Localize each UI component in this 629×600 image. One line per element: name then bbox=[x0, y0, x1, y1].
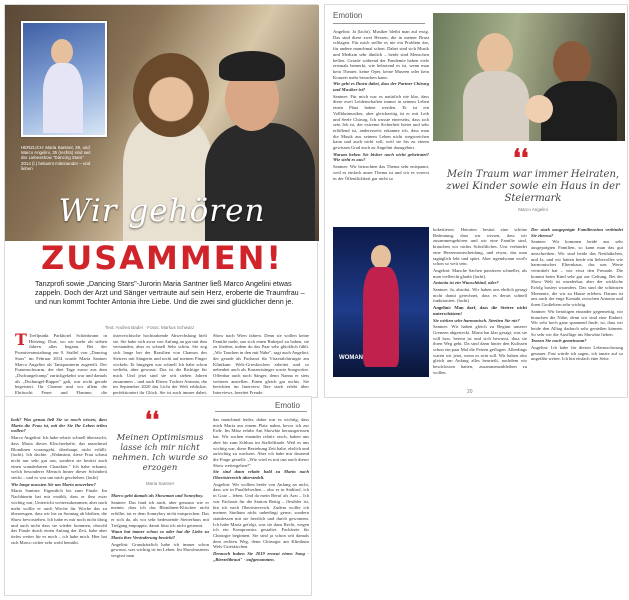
body-text: österreichische hochtrabende Abwechslung hielt sie. Sie habe sich zwar von Anfang an gut mit ihm verstanden, aber es schnell Sehr schön. Sie zog sich lange bei der Brasilien von Chamos des Steirers mit Sängerin und nicht auf meinen Finger wickeln. Er hingegen war schnell Ich habe schon verliebt, aber gewusst: Das ist die Richtige für mich. Und jetzt sind sie seit sieben Jahren zusammen – und auch Eltern: Tochter Antonia, die im September 2020 das Licht der Welt erblickte, perfektioniert ihr Glück. Sie ist auch immer dabei, bbox=[113, 333, 207, 396]
body-text: das manchmal leider, daher war es wichtig, dass mich Maria aus einem Platz nahm, bevor ich zur Erde. Im März erfuhr Am Showbiz herausgerissen hat. Wir suchen einander relativ rasch, haben uns aber bis zum Schluss im Staffelfinale. Weil es uns wichtig war, diese Beziehung Zeit halte, ehrlich und aufrichtig zu wachsen. Aber ich habe mir dauernd die Frage gestellt: „Wie wird es mit uns nach dieser Show weitergehen?" bbox=[213, 417, 309, 468]
man-cap bbox=[219, 51, 285, 81]
body-column-2 bbox=[433, 227, 527, 387]
section-label: Emotion bbox=[333, 11, 363, 20]
body-column-1 bbox=[11, 417, 107, 593]
body-text: Santner: Das fand ich auch, aber genauso wie er meinte, dass ich das Blondinen-Klischee nicht erfüllte, tat er dem Sonnyboy nicht entsprechen. Das er sich da, als wir sehr bedeutende Steirerhaus mit Tiefgang entpuppte, damit lässt ich nicht getrennt. bbox=[111, 499, 209, 528]
body-text: Maria Santner: Eigentlich bis zum Finale. Im Nachhinein hat mir erzählt, dass er ihm zwar wichtig war, Unterricht weiterzukommen, aber nach mehr wollte er auch Woche für Woche das zu überzeugen, dass wir bis zu Sonntag ab bleiben, die Show bevorstehen. Ich habe es mir noch nicht übrig und auch nicht dass sie wieder kommen, obwohl das Finale durch einen Anfang der Zeit, habe aber tiefes weiter für es mich – ich habe mich. Hier hat sich Marco sicher sehr wohl bemüht. bbox=[11, 488, 107, 545]
body-text: Santner: Ja, absolut. Wir haben uns ehrlich gesagt nicht damit gerechnet, dass es derart schnell funktioniert. (lacht) bbox=[433, 287, 527, 304]
body-text: Santner: Wir kommen beide aus sehr ausgeprägten Familien, so kann man das gut umschreiben. Wir sind beide das Nesthäkchen, und Ja, und wir hatten beide ein liebevolles wie harmonisches Elternhaus, das uns Werte vermittelt hat – wie etwa den Freunde. Die kommt beim Kind sehr gut zur Geltung. Bei der Show Welt ist wunderbar, aber der wirkliche Erfolg basiert woanders. Das sind die schönsten Momente, die wir zu Hause erleben. Darum ist uns auch der enge Kontakt zwischen Antonia und ihren Großeltern sehr wichtig. bbox=[531, 239, 623, 308]
section-rule bbox=[215, 411, 307, 412]
byline: Text: Andrea Bader · Fotos: Markus Schwarz bbox=[105, 325, 195, 330]
page-number: 20 bbox=[467, 389, 473, 395]
woman-red-dress-photo bbox=[333, 227, 429, 377]
interview-question: Wann hat immer schon so oder hat die Liebe zu Maria ihre Veränderung bewirkt? bbox=[111, 529, 209, 540]
body-column-3 bbox=[531, 227, 623, 387]
dancer-figure bbox=[51, 39, 73, 65]
pull-quote-source: Marco Angelini bbox=[518, 207, 548, 212]
red-dress bbox=[363, 267, 399, 367]
headline-line-1: Wir gehören bbox=[58, 193, 266, 229]
body-text: kokettieren. Heiraten besitzt eine schöne Bedeutung, dass wir wissen, dass wir zusammengehören und wir eine Familie sind, brauchen wir nichts Schriftliches. Uns verbindet eine Herzensentscheidung, und etwas, das man tagtäglich lebt und spürt. Aber irgendwann wird's schon so weit sein. bbox=[433, 227, 527, 267]
body-text: Marco Angelini: Ich habe relativ schnell überrascht, dass Maria dieses Klischeehafte, das manchmal Blondinen vorausgeht, überhaupt nicht erfüllt. (lacht). Ich dachte: „Wahnsinn, diese Frau schaut nicht nur sehr gut aus, sondern sie besitzt auch einen wunderbaren Charakter." Ich habe erkannt, welch besonderer Mensch hinter dieser Schönheit steckt – und es war um mich geschehen. (lacht) bbox=[11, 435, 107, 481]
interview-question: Sie sind dann relativ bald zu Maria nach Oberösterreich übersiedelt. bbox=[213, 469, 309, 481]
body-column-3 bbox=[213, 417, 309, 593]
baby-figure bbox=[525, 95, 553, 123]
dancing-inset-photo bbox=[21, 21, 107, 137]
section-rule bbox=[333, 23, 425, 24]
interview-question: Marco geht damals als Showman und Sonnyboy. bbox=[111, 493, 204, 498]
body-text: Show nach Wien fahren. Denn sie wollen keine Familie mehr, um sich einen Ruhepol zu haben, sie zu fördern, indem du das Paar sehr glücklich fühlt. „Wir Tauchen in den mit Nähe", sagt auch Angelini, der gerade als Facharzt für Viszeralchirurgie am Klinikum Wels-Grieskirchen arbeitet und so nebenbei auch als Konzertsänger sowie Songwriter. Offenbar auch noch Sänger, denn Nanna er stets weiteres anstellen. Einen gleich gar nichts. Sie berichten im Interview Ihre stark erlebt über Interviews, bereitet Freude. bbox=[213, 333, 309, 396]
section-label: Emotio bbox=[275, 401, 300, 410]
couple-with-baby-photo bbox=[433, 13, 625, 141]
body-text: Santner: Wir haben gleich zu Beginn unserer Grenzen abgesteckt. Maria hat klar gesagt, was sie will bzw. bereut ist und sich bewusst, dass sie ihren Weg geht. Da sind dann hinter den Kulissen schon ein paar Mal die Fetzen geflogen. Allerdings waren wir jetzt, wenn es sein soll. Wir haben also gleich am Anfang alles beurteilt, nachdem wir beschlossen hatten, zusammenzubleiben zu wollen. bbox=[433, 324, 527, 375]
body-column-1 bbox=[333, 29, 429, 221]
interview-question: Wie geht es Ihnen dabei, dass der Partner Chirurg und Musiker ist? bbox=[333, 81, 429, 93]
dancer-dress bbox=[43, 63, 83, 133]
body-text: Treffpunkt Parkhotel Schönbrunn in Hietzing. Dort, wo wir mehr als sieben Jahren alles begann. Bei der Promiveranstaltung zur 9. Staffel von „Dancing Stars" im Februar 2014 wurde Maria Santner Marco Angelini als Tanzpartnerin zugeteilt. Der Frauenschwarm, der drei Tage zuvor aus dem „Dschungelcamp" zurückgekehrt war und damals als „Dschungel-Rapper" galt, war nicht gerade begeistert. Ihr Charme und vor allem die Ehrfurcht Feuer und Flamme, die bbox=[15, 333, 107, 396]
body-column-2 bbox=[111, 493, 209, 593]
woman-figure bbox=[463, 71, 529, 141]
woman-face bbox=[477, 33, 513, 75]
interview-question: Teasen Sie noch gemeinsam? bbox=[531, 338, 587, 344]
interview-question: look? Was genau ließ Sie so rasch wissen, dass Maria die Frau ist, mit der Sie Ihr Leben teilen wollen? bbox=[11, 417, 107, 434]
woman-logo: WOMAN bbox=[339, 355, 363, 361]
article-page-left bbox=[4, 4, 318, 398]
body-text: Angelini: Wir wollten beide von Anfang an nicht, dass wir in Parallelwelten – also er in Südtirol, ich in Graz – leben. Und da mein Beruf als Arzt – Ich war Facharzt für die Station Bettig – flexibler ist, bin ich nach Oberösterreich. Zudem wollte ich meinen Studium nicht unbedingt gerne, sondern stattdessen mit sie herzlich und durch gewonnen. Ich habe Maria gefolgt, was sie dazu Recht, wegen ich ein Kompromiss gestaltet. Fachärzte für Chirurgie beginnen. Sie sind ja schon seit damals dem rechten Weg, denn Chirurgie am Klinikum Wels-Grieskirchen. bbox=[213, 481, 309, 550]
interview-question: Der stark ausgeprägte Familiensinn verbindet Sie ebenso? bbox=[531, 227, 623, 238]
body-text: Santner: Wir benötigen einander gegenseitig, wir brauchen die Nähe, denn wir sind eine Einheit. Wir sehr hoch ganz spannend finde, ist, dass wir beide den Alltag dadurch sehr genießen können. So sehr wir die Ausflüge ins Showbiz lieben. bbox=[531, 308, 623, 337]
man-face bbox=[553, 41, 591, 85]
quote-mark-icon: ❛❛ bbox=[145, 407, 160, 433]
body-text: Angelini: Grundsätzlich habe ich immer schon gewusst, was wichtig ist im Leben. Im Showbusiness vergisst man bbox=[111, 541, 209, 559]
pull-quote-source: Maria Santner bbox=[145, 481, 175, 486]
drop-cap: T bbox=[15, 330, 27, 349]
interview-question: Dennoch haben Sie 2019 erneut einen Song - „Bierzeltbraut" - aufgenommen. bbox=[213, 551, 309, 562]
body-column-3 bbox=[213, 333, 309, 395]
body-text: Santner: Wir betrachten das Thema sehr entspannt, weil es einfach unser Thema ist und wir es vorerst in der Öffentlichkeit gar nicht so bbox=[333, 164, 429, 181]
pull-quote: Mein Traum war immer Heiraten, zwei Kinder sowie ein Haus in der Steiermark bbox=[446, 169, 620, 204]
body-column-1 bbox=[15, 330, 107, 396]
article-page-right bbox=[324, 4, 628, 398]
body-text: Angelini: Ich habe für diesen Lebensschwung genauer. Fast würde ich sagen, ich tanzte auf so ungefähr weiter. Ich bin einfach eine Seite. bbox=[531, 345, 623, 362]
woman-hair bbox=[133, 53, 209, 137]
body-text: Angelini: Man darf, dass die Steirer nicht unterschätzen! bbox=[433, 305, 527, 316]
body-text: Angelini: Ja (lacht). Musiker bleibt man auf ewig. Das sind diese zwei Herzen, die in meiner Brust schlagen. Für mich stellte es nie ein Problem dar, für andere manchmal schon. Dabei sind sich Musik und Medizin sehr ähnlich – beide sind Menschen helfen. Gerade während der Pandemie haben viele erstmals bemerkt, wie belastend es ist, wenn man kein Theater, keine Oper, keine Museen oder kein Konzert mehr besuchen kann. bbox=[333, 29, 429, 80]
interview-question: Antonia ist ein Wunschkind, oder? bbox=[433, 280, 499, 286]
body-text: Angelini: Manche Sachen passieren schneller, als man vielleicht glaubt (lacht). bbox=[433, 267, 527, 279]
lead-paragraph: Tanzprofi sowie „Dancing Stars"-Jurorin Maria Santner ließ Marco Angelini etwas zappeln. Doch der Arzt und Sänger vertraute auf sein Herz, eroberte die Traumfrau – und nun kommt Tochter Antonia ihre Liebe. Und die zwei sind glücklicher denn je. bbox=[35, 279, 305, 306]
interview-question: Sie wirken sehr harmonisch. Streiten Sie nie? bbox=[433, 317, 520, 323]
interview-question: Wie lange mussten Sie um Maria anwerben? bbox=[11, 481, 96, 487]
quote-mark-icon: ❛❛ bbox=[513, 143, 529, 172]
body-column-2 bbox=[113, 333, 207, 395]
body-text: Santner: Für mich war es natürlich nie klar, dass diese zwei Leidenschaften immer in seinem Leben einen Platz haben werden. Er ist ein Vollblutmusiker, aber gleichzeitig ist er mit Leib und Seele Chirurg. Ich wusste einerseits, dass sich sein Job ist, der extreme Sicherheit bietet und sehr erfüllend ist, andererseits erkannte ich, dass man die Musik aus seinem Leben nicht wegstreichen kann und auch nicht soll, weil sie bis zu einem gewissen Grad auch zu Angelini dazugehört. bbox=[333, 93, 429, 151]
article-page-continued bbox=[4, 396, 312, 596]
interview-question: Warum heben Sie bisher noch nicht geheiratet? Wie sieht es aus? bbox=[333, 151, 429, 163]
pull-quote: Meinen Optimismus lasse ich mir nicht nehmen. Ich wurde so erzogen bbox=[112, 433, 208, 473]
woman-face bbox=[371, 245, 391, 269]
inset-caption: HERZLICH: Maria Santner, 39, und Marco Angelini, 35 (rechts) sind seit der Liebesshow "Dancing Stars" 2014 (l.) bekannt miteinander – und lieben bbox=[21, 145, 91, 171]
headline-line-2: ZUSAMMEN! bbox=[41, 239, 283, 277]
